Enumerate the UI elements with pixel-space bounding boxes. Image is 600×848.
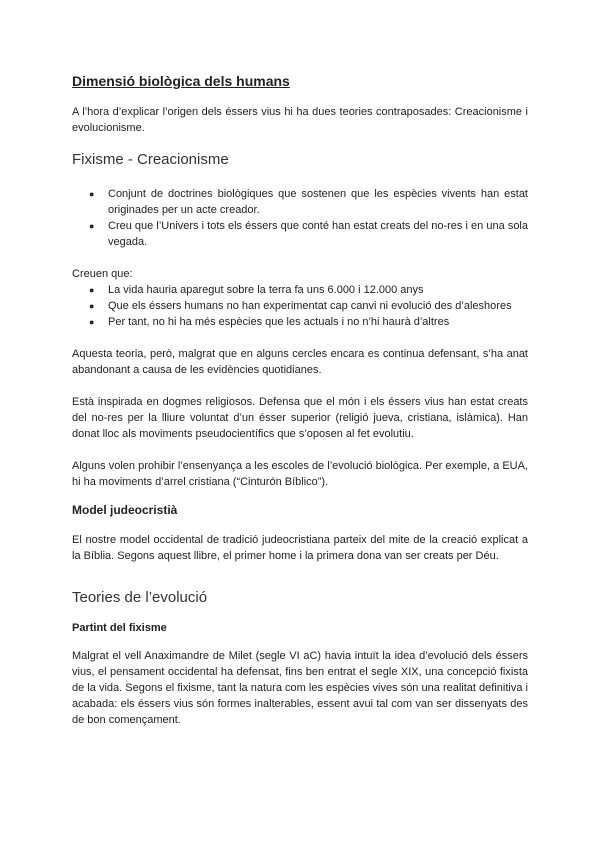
believe-label: Creuen que:	[72, 268, 133, 280]
definition-bullet-list	[72, 186, 528, 250]
bullet-icon: ●	[89, 317, 95, 327]
document-title: Dimensió biològica dels humans	[72, 73, 290, 89]
list-item-text: Creu que l’Univers i tots els éssers que conté han estat creats del no-res i en una sola vegada.	[108, 220, 528, 248]
paragraph-prohibit: Alguns volen prohibir l’ensenyança a les escoles de l’evolució biològica. Per exemple, a EUA, hi ha moviments d’arrel cristiana (“Cinturón Bíblico”).	[72, 460, 528, 488]
list-item	[72, 298, 528, 314]
list-item-text: Que els éssers humans no han experimentat cap canvi ni evolució des d’aleshores	[108, 300, 512, 312]
list-item-text: Per tant, no hi ha més espècies que les actuals i no n’hi haurà d’altres	[108, 316, 450, 328]
list-item	[72, 282, 528, 298]
intro-paragraph: A l’hora d’explicar l’origen dels éssers vius hi ha dues teories contraposades: Creacionisme i evolucionisme.	[72, 106, 528, 134]
heading-teories-evolucio: Teories de l’evolució	[72, 589, 208, 606]
list-item-text: Conjunt de doctrines biològiques que sostenen que les espècies vivents han estat originades per un acte creador.	[108, 188, 528, 216]
list-item	[72, 186, 528, 218]
list-item	[72, 314, 528, 330]
paragraph-fixisme: Malgrat el vell Anaximandre de Milet (segle VI aC) havia intuït la idea d’evolució dels éssers vius, el pensament occidental ha defensat, fins ben entrat el segle XIX, una concepció fixista de la vida. Segons el fixisme, tant la natura com les espècies vives són una realitat definitiva i acabada: els éssers vius són formes inalterables, essent avui tal com van ser dissenyats des de bon començament.	[72, 650, 528, 726]
bullet-icon: ●	[89, 221, 95, 231]
subheading-partint-fixisme: Partint del fixisme	[72, 622, 167, 634]
list-item-text: La vida hauria aparegut sobre la terra fa uns 6.000 i 12.000 anys	[108, 284, 424, 296]
believe-bullet-list	[72, 282, 528, 330]
paragraph-abandoned: Aquesta teoria, però, malgrat que en alguns cercles encara es continua defensant, s’ha anat abandonant a causa de les evidències quotidianes.	[72, 348, 528, 376]
bullet-icon: ●	[89, 301, 95, 311]
heading-model-judeocristia: Model judeocristià	[72, 503, 178, 517]
list-item	[72, 218, 528, 250]
bullet-icon: ●	[89, 285, 95, 295]
paragraph-dogmas: Està inspirada en dogmes religiosos. Defensa que el món i els éssers vius han estat creats del no-res per la lliure voluntat d’un ésser superior (religió jueva, cristiana, islàmica). Han donat lloc als moviments pseudocientífics que s’oposen al fet evolutiu.	[72, 396, 528, 440]
paragraph-judeocristia: El nostre model occidental de tradició judeocristiana parteix del mite de la creació explicat a la Bíblia. Segons aquest llibre, el primer home i la primera dona van ser creats per Déu.	[72, 534, 528, 562]
document-page	[72, 72, 528, 728]
bullet-icon: ●	[89, 189, 95, 199]
heading-fixisme: Fixisme - Creacionisme	[72, 151, 229, 168]
